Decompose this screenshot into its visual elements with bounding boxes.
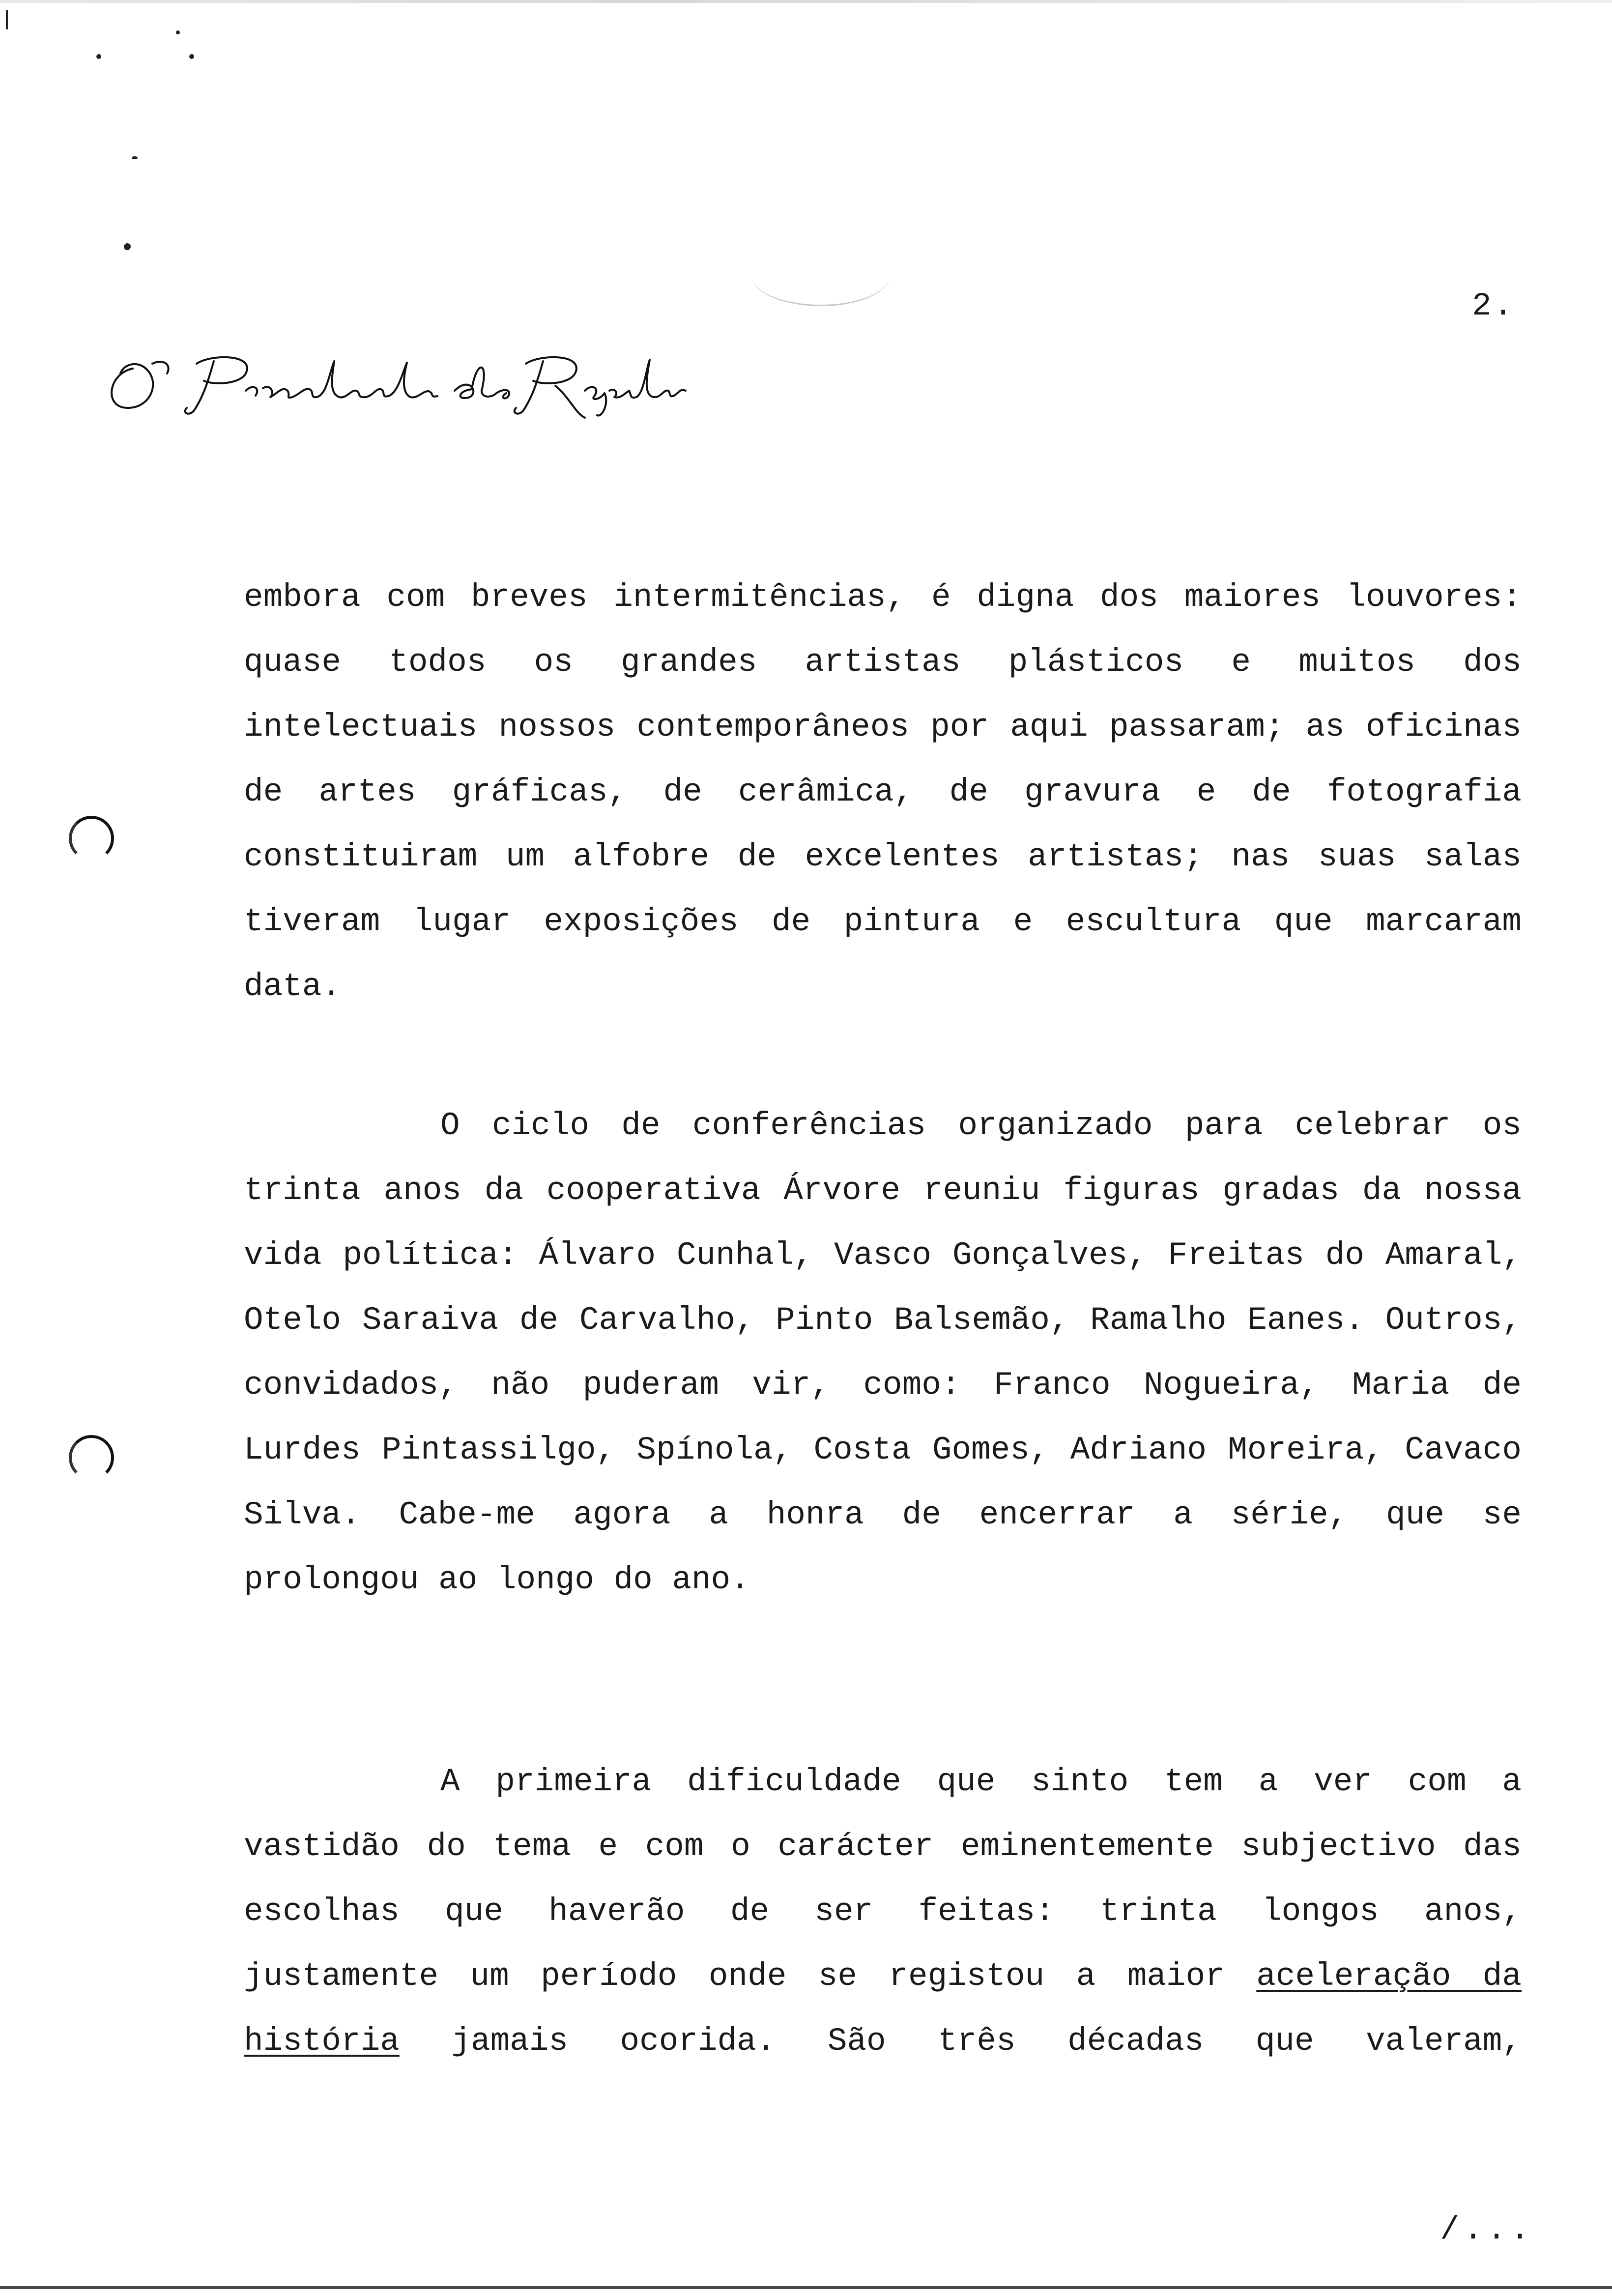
text-line: Otelo Saraiva de Carvalho, Pinto Balsemão, Ramalho Eanes. Outros,: [244, 1302, 1522, 1339]
text-line: Lurdes Pintassilgo, Spínola, Costa Gomes, Adriano Moreira, Cavaco: [244, 1432, 1522, 1468]
letterhead-signature: [98, 344, 688, 423]
text-line: convidados, não puderam vir, como: Franco Nogueira, Maria de: [244, 1367, 1522, 1404]
text-line: trinta anos da cooperativa Árvore reuniu figuras gradas da nossa: [244, 1172, 1522, 1209]
underlined-phrase: história: [244, 2023, 400, 2060]
text-segment: jamais ocorida. São três décadas que valeram,: [451, 2023, 1522, 2060]
text-line: Silva. Cabe-me agora a honra de encerrar a série, que se: [244, 1496, 1522, 1533]
paragraph-3: [244, 1750, 1522, 2074]
text-line: [244, 1944, 1522, 2009]
scan-top-edge: [0, 0, 1612, 3]
text-line: quase todos os grandes artistas plásticos e muitos dos: [244, 644, 1522, 681]
text-line: escolhas que haverão de ser feitas: trinta longos anos,: [244, 1893, 1522, 1930]
page-number: 2.: [1472, 287, 1515, 324]
underlined-phrase: aceleração da: [1256, 1958, 1522, 1995]
text-segment: justamente um período onde se registou a maior: [244, 1958, 1225, 1995]
text-line: embora com breves intermitências, é digna dos maiores louvores:: [244, 579, 1522, 616]
scan-bottom-edge: [0, 2286, 1612, 2289]
scan-speck: [132, 156, 138, 159]
text-line: data.: [244, 968, 342, 1005]
scan-speck: [124, 243, 131, 250]
faint-stamp-mark: [752, 246, 890, 306]
paragraph-2: [244, 1093, 1522, 1612]
scan-speck: [176, 30, 180, 34]
scan-speck: [6, 10, 8, 29]
text-line: vastidão do tema e com o carácter eminentemente subjectivo das: [244, 1828, 1522, 1865]
text-line: [244, 2009, 1522, 2074]
text-line: tiveram lugar exposições de pintura e escultura que marcaram: [244, 903, 1522, 940]
text-line: prolongou ao longo do ano.: [244, 1561, 750, 1598]
continuation-mark: /...: [1440, 2211, 1534, 2248]
text-line: constituiram um alfobre de excelentes artistas; nas suas salas: [244, 838, 1522, 875]
text-line: de artes gráficas, de cerâmica, de gravura e de fotografia: [244, 774, 1522, 810]
scan-speck: [96, 54, 101, 59]
text-line: vida política: Álvaro Cunhal, Vasco Gonçalves, Freitas do Amaral,: [244, 1237, 1522, 1274]
punch-hole: [69, 816, 114, 861]
text-line: intelectuais nossos contemporâneos por aqui passaram; as oficinas: [244, 709, 1522, 746]
text-line: A primeira dificuldade que sinto tem a ver com a: [440, 1763, 1522, 1800]
letterhead-script-icon: [98, 344, 688, 423]
punch-hole: [69, 1435, 114, 1480]
paragraph-1: [244, 565, 1522, 1019]
scan-speck: [189, 54, 194, 59]
text-line: O ciclo de conferências organizado para celebrar os: [440, 1107, 1522, 1144]
